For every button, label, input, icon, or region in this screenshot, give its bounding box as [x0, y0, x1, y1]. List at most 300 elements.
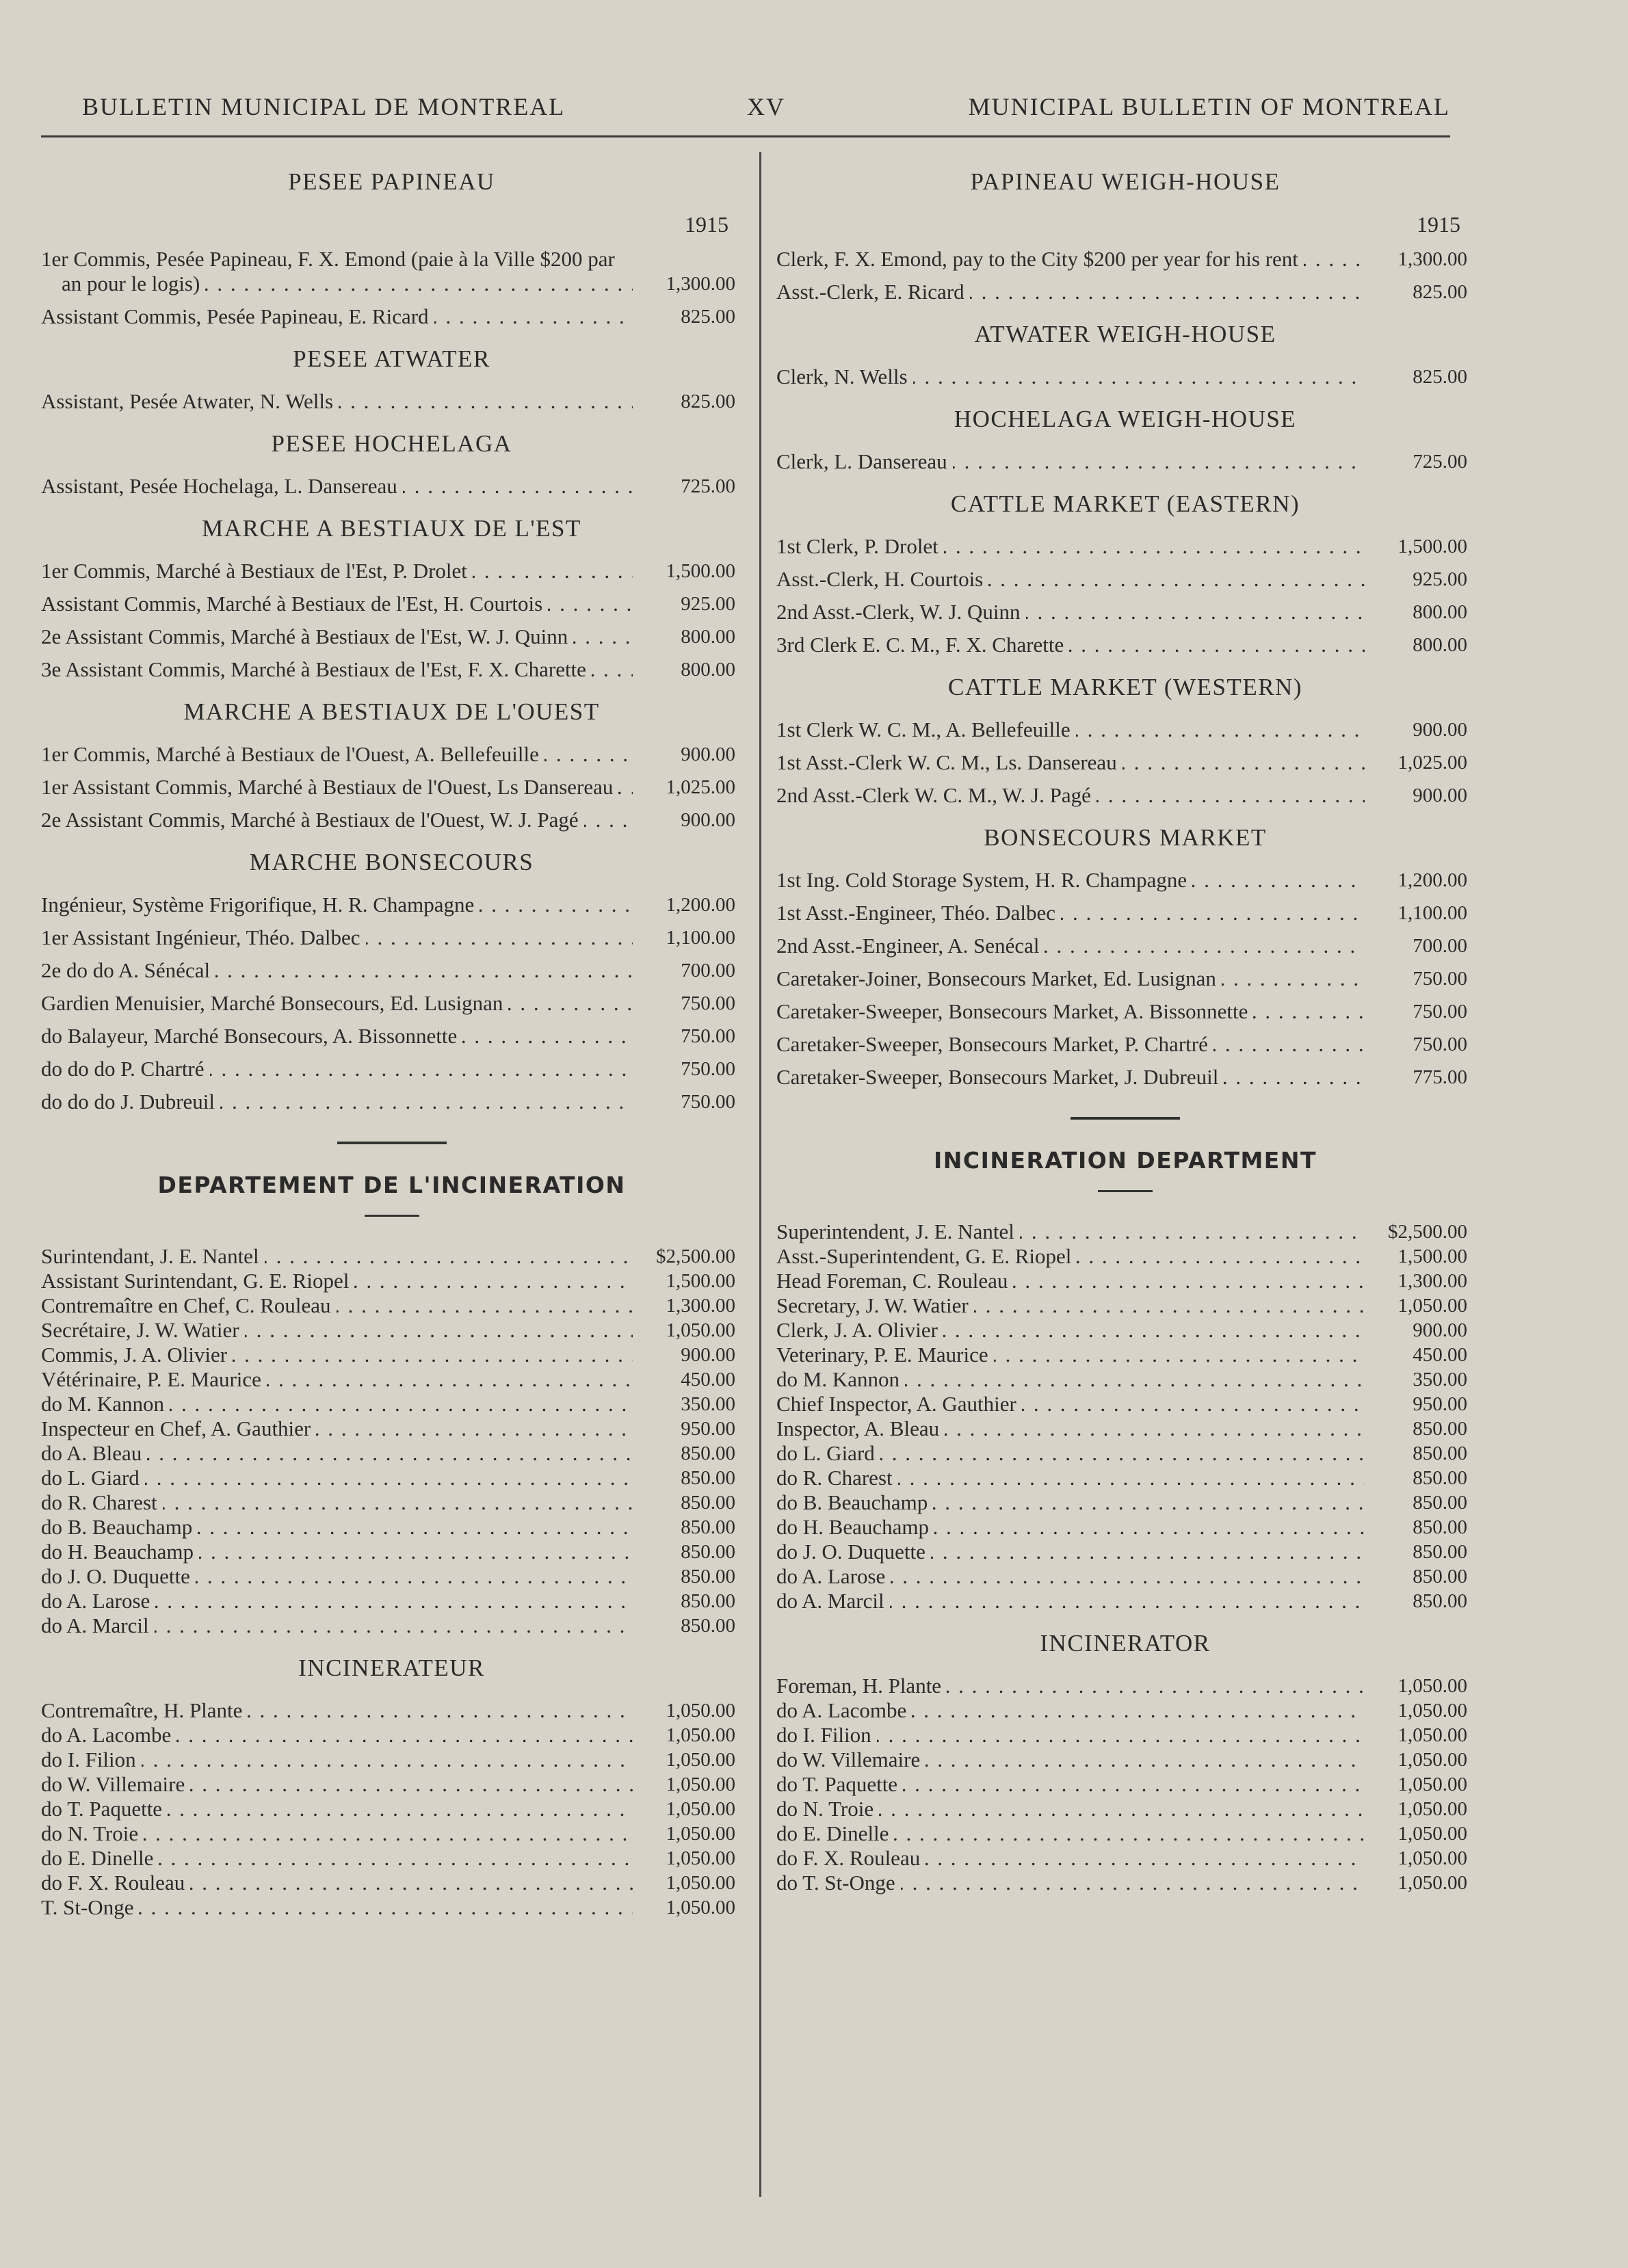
salary-amount: 1,050.00 — [666, 1319, 735, 1341]
salary-amount: 350.00 — [1413, 1369, 1467, 1390]
salary-row — [41, 1269, 742, 1293]
salary-row — [41, 1490, 742, 1515]
salary-row — [776, 1490, 1474, 1515]
position-label — [776, 1293, 1365, 1318]
position-text: do I. Filion — [41, 1748, 142, 1771]
position-text: do A. Lacombe — [776, 1698, 912, 1722]
section-separator-rule — [1071, 1117, 1180, 1120]
section-title: INCINERATOR — [1040, 1630, 1211, 1657]
salary-amount: 900.00 — [681, 1344, 735, 1366]
position-text: do J. O. Duquette — [776, 1540, 931, 1564]
salary-amount: 1,200.00 — [666, 894, 735, 916]
position-label — [41, 1057, 633, 1081]
position-label — [776, 1748, 1365, 1772]
salary-amount: 1,050.00 — [1397, 1295, 1467, 1317]
position-label — [41, 1392, 633, 1416]
position-label — [776, 1065, 1365, 1090]
position-text: Caretaker-Joiner, Bonsecours Market, Ed. Lusignan — [776, 966, 1222, 990]
salary-amount: 850.00 — [1413, 1492, 1467, 1514]
position-text: Assistant Commis, Marché à Bestiaux de l'Est, H. Courtois — [41, 592, 548, 616]
salary-row — [776, 1065, 1474, 1090]
section-title: PESEE HOCHELAGA — [271, 430, 512, 457]
header-french-title: BULLETIN MUNICIPAL DE MONTREAL — [82, 93, 566, 120]
salary-row — [41, 1392, 742, 1416]
salary-row — [41, 958, 742, 983]
position-label — [776, 1032, 1365, 1057]
position-label — [41, 1416, 633, 1441]
salary-amount: 825.00 — [681, 306, 735, 328]
position-text: Inspecteur en Chef, A. Gauthier — [41, 1416, 316, 1440]
position-label — [41, 1293, 633, 1318]
salary-amount: 1,050.00 — [1397, 1872, 1467, 1894]
section-title: DEPARTEMENT DE L'INCINERATION — [157, 1172, 626, 1198]
position-label — [776, 1564, 1365, 1589]
salary-amount: 850.00 — [681, 1442, 735, 1464]
salary-row — [41, 775, 742, 800]
salary-amount: 750.00 — [681, 1058, 735, 1080]
salary-row — [776, 1748, 1474, 1772]
position-text: 2nd Asst.-Clerk, W. J. Quinn — [776, 600, 1026, 624]
salary-amount: 800.00 — [681, 659, 735, 681]
position-label — [776, 717, 1365, 742]
salary-row — [41, 1589, 742, 1613]
salary-row — [776, 966, 1474, 991]
position-text: 2nd Asst.-Engineer, A. Senécal — [776, 934, 1045, 958]
salary-amount: 1,050.00 — [666, 1724, 735, 1746]
salary-amount: 1,200.00 — [1397, 869, 1467, 891]
salary-row — [41, 247, 742, 296]
position-label — [41, 808, 633, 832]
salary-amount: 1,050.00 — [666, 1798, 735, 1820]
salary-amount: 925.00 — [1413, 568, 1467, 590]
position-text: T. St-Onge — [41, 1895, 139, 1919]
salary-amount: 850.00 — [681, 1516, 735, 1538]
salary-row — [41, 1772, 742, 1797]
position-label — [41, 624, 633, 649]
section-title: HOCHELAGA WEIGH-HOUSE — [954, 406, 1297, 432]
salary-amount: 1,050.00 — [1397, 1847, 1467, 1869]
salary-amount: 1,050.00 — [1397, 1823, 1467, 1845]
salary-amount: 1,300.00 — [666, 273, 735, 295]
position-label — [776, 934, 1365, 958]
salary-amount: 1,025.00 — [666, 776, 735, 798]
position-label — [776, 1540, 1365, 1564]
position-text: Foreman, H. Plante — [776, 1674, 947, 1698]
position-text: Ingénieur, Système Frigorifique, H. R. Champagne — [41, 893, 480, 917]
position-label — [41, 1540, 633, 1564]
position-label — [41, 247, 633, 296]
salary-row — [41, 1613, 742, 1638]
salary-row — [776, 1515, 1474, 1540]
salary-amount: 750.00 — [681, 992, 735, 1014]
salary-row — [41, 1441, 742, 1466]
salary-amount: 800.00 — [1413, 634, 1467, 656]
salary-amount: 900.00 — [681, 743, 735, 765]
position-label — [776, 1466, 1365, 1490]
salary-amount: 850.00 — [1413, 1590, 1467, 1612]
salary-amount: 750.00 — [681, 1091, 735, 1113]
salary-amount: 1,050.00 — [666, 1872, 735, 1894]
position-label — [776, 534, 1365, 559]
position-text: Contremaître en Chef, C. Rouleau — [41, 1293, 337, 1317]
position-text: 3e Assistant Commis, Marché à Bestiaux de l'Est, F. X. Charette — [41, 657, 592, 681]
position-text: 1st Ing. Cold Storage System, H. R. Champagne — [776, 868, 1192, 892]
position-text: do I. Filion — [776, 1723, 877, 1747]
salary-amount: 1,500.00 — [666, 1270, 735, 1292]
salary-row — [776, 1821, 1474, 1846]
position-text: Caretaker-Sweeper, Bonsecours Market, A. Bissonnette — [776, 999, 1253, 1023]
position-label — [776, 1490, 1365, 1515]
position-label — [41, 1821, 633, 1846]
section-title: CATTLE MARKET (WESTERN) — [948, 674, 1302, 700]
salary-amount: 900.00 — [1413, 719, 1467, 741]
position-text: 2nd Asst.-Clerk W. C. M., W. J. Pagé — [776, 783, 1097, 807]
salary-row — [41, 742, 742, 767]
column-divider — [759, 152, 761, 2197]
salary-amount: 1,050.00 — [1397, 1773, 1467, 1795]
salary-row — [776, 600, 1474, 624]
position-text: Assistant Surintendant, G. E. Riopel — [41, 1269, 354, 1293]
header-english-title: MUNICIPAL BULLETIN OF MONTREAL — [968, 93, 1450, 120]
salary-row — [776, 1269, 1474, 1293]
salary-amount: $2,500.00 — [656, 1245, 735, 1267]
salary-amount: 1,500.00 — [1397, 1245, 1467, 1267]
position-text: Clerk, N. Wells — [776, 365, 913, 388]
position-label — [41, 1318, 633, 1343]
section-separator-rule — [337, 1142, 447, 1144]
salary-row — [41, 1466, 742, 1490]
position-text: do J. O. Duquette — [41, 1564, 196, 1588]
position-label — [41, 1367, 633, 1392]
salary-row — [776, 365, 1474, 389]
position-text: Assistant, Pesée Atwater, N. Wells — [41, 389, 339, 413]
year-heading: 1915 — [685, 212, 728, 237]
section-title: INCINERATEUR — [298, 1654, 485, 1681]
position-text: Contremaître, H. Plante — [41, 1698, 248, 1722]
position-label — [41, 1024, 633, 1049]
position-text: Asst.-Superintendent, G. E. Riopel — [776, 1244, 1077, 1268]
salary-row — [776, 1723, 1474, 1748]
position-label — [776, 600, 1365, 624]
salary-row — [41, 1293, 742, 1318]
position-label — [41, 1723, 633, 1748]
salary-amount: 850.00 — [681, 1492, 735, 1514]
salary-amount: 750.00 — [1413, 968, 1467, 990]
salary-row — [776, 633, 1474, 657]
position-text: Secrétaire, J. W. Watier — [41, 1318, 245, 1342]
position-text: Gardien Menuisier, Marché Bonsecours, Ed. Lusignan — [41, 991, 508, 1015]
salary-row — [41, 1895, 742, 1920]
position-label — [41, 1466, 633, 1490]
salary-amount: 1,300.00 — [1397, 248, 1467, 270]
position-text: 1er Commis, Marché à Bestiaux de l'Ouest, A. Bellefeuille — [41, 742, 544, 766]
position-label — [776, 1797, 1365, 1821]
position-text: do N. Troie — [776, 1797, 879, 1821]
position-text: Superintendent, J. E. Nantel — [776, 1219, 1020, 1243]
salary-row — [41, 1024, 742, 1049]
salary-row — [776, 534, 1474, 559]
salary-amount: 1,050.00 — [666, 1823, 735, 1845]
position-text: Head Foreman, C. Rouleau — [776, 1269, 1013, 1293]
salary-row — [776, 1589, 1474, 1613]
salary-amount: 750.00 — [681, 1025, 735, 1047]
position-label — [776, 1343, 1365, 1367]
section-title: MARCHE BONSECOURS — [249, 849, 534, 875]
position-label — [41, 1871, 633, 1895]
position-text: Caretaker-Sweeper, Bonsecours Market, P. Chartré — [776, 1032, 1213, 1056]
position-text: Clerk, J. A. Olivier — [776, 1318, 943, 1342]
salary-row — [776, 280, 1474, 304]
position-text: do N. Troie — [41, 1821, 144, 1845]
position-text: do M. Kannon — [41, 1392, 170, 1416]
salary-row — [41, 893, 742, 917]
position-text: do M. Kannon — [776, 1367, 905, 1391]
salary-amount: 850.00 — [1413, 1541, 1467, 1563]
french-column — [41, 152, 742, 1920]
salary-row — [776, 1871, 1474, 1895]
salary-row — [776, 1032, 1474, 1057]
position-label — [41, 1269, 633, 1293]
salary-amount: $2,500.00 — [1388, 1221, 1467, 1243]
section-title: PESEE ATWATER — [293, 345, 490, 372]
salary-row — [776, 1219, 1474, 1244]
position-label — [776, 1244, 1365, 1269]
position-text: Assistant, Pesée Hochelaga, L. Dansereau — [41, 474, 403, 498]
salary-row — [41, 1090, 742, 1114]
position-label — [776, 567, 1365, 592]
position-text: Inspector, A. Bleau — [776, 1416, 945, 1440]
position-label — [41, 1090, 633, 1114]
section-title: PESEE PAPINEAU — [288, 168, 495, 195]
position-label — [41, 304, 633, 329]
position-label — [41, 1515, 633, 1540]
salary-row — [776, 717, 1474, 742]
salary-row — [41, 1797, 742, 1821]
page-number: XV — [747, 93, 785, 120]
salary-row — [41, 1057, 742, 1081]
position-text: do A. Marcil — [776, 1589, 890, 1613]
salary-amount: 850.00 — [1413, 1467, 1467, 1489]
salary-row — [41, 1540, 742, 1564]
position-label — [41, 1748, 633, 1772]
salary-row — [41, 925, 742, 950]
position-label — [41, 1343, 633, 1367]
position-label — [776, 247, 1365, 272]
position-text: do A. Larose — [776, 1564, 891, 1588]
salary-row — [41, 1343, 742, 1367]
salary-amount: 1,050.00 — [666, 1897, 735, 1918]
position-text: do H. Beauchamp — [41, 1540, 199, 1564]
position-text: do do do J. Dubreuil — [41, 1090, 220, 1113]
position-text: do H. Beauchamp — [776, 1515, 934, 1539]
salary-amount: 1,050.00 — [666, 1700, 735, 1722]
position-label — [41, 991, 633, 1016]
position-text: 1er Commis, Marché à Bestiaux de l'Est, P. Drolet — [41, 559, 473, 583]
salary-row — [776, 1293, 1474, 1318]
salary-row — [776, 1244, 1474, 1269]
salary-row — [41, 1244, 742, 1269]
position-text: do do do P. Chartré — [41, 1057, 210, 1081]
position-text: 1er Assistant Commis, Marché à Bestiaux de l'Ouest, Ls Dansereau — [41, 775, 618, 799]
salary-row — [41, 1723, 742, 1748]
salary-row — [776, 750, 1474, 775]
header-rule — [41, 135, 1450, 137]
position-label — [776, 1416, 1365, 1441]
position-label — [41, 1564, 633, 1589]
section-title: BONSECOURS MARKET — [984, 824, 1267, 851]
salary-amount: 775.00 — [1413, 1066, 1467, 1088]
title-underline-rule — [365, 1215, 419, 1217]
salary-row — [41, 991, 742, 1016]
salary-row — [41, 304, 742, 329]
salary-row — [41, 1564, 742, 1589]
salary-row — [776, 1540, 1474, 1564]
position-label — [776, 1846, 1365, 1871]
salary-row — [41, 624, 742, 649]
salary-amount: 850.00 — [1413, 1516, 1467, 1538]
position-label — [776, 1318, 1365, 1343]
position-label — [776, 449, 1365, 474]
salary-amount: 1,050.00 — [666, 1749, 735, 1771]
salary-row — [41, 1748, 742, 1772]
salary-row — [41, 389, 742, 414]
title-underline-rule — [1098, 1190, 1153, 1192]
salary-amount: 825.00 — [681, 391, 735, 412]
position-text: do L. Giard — [41, 1466, 145, 1490]
position-text: do Balayeur, Marché Bonsecours, A. Bissonnette — [41, 1024, 462, 1048]
salary-row — [776, 1367, 1474, 1392]
position-text: Secretary, J. W. Watier — [776, 1293, 974, 1317]
position-text: do T. Paquette — [41, 1797, 168, 1821]
position-label — [776, 1772, 1365, 1797]
position-label — [41, 592, 633, 616]
salary-row — [41, 1515, 742, 1540]
position-text: Surintendant, J. E. Nantel — [41, 1244, 265, 1268]
position-label — [41, 1895, 633, 1920]
salary-amount: 750.00 — [1413, 1001, 1467, 1023]
salary-row — [41, 1698, 742, 1723]
position-label — [776, 633, 1365, 657]
section-title: CATTLE MARKET (EASTERN) — [950, 490, 1300, 517]
salary-amount: 850.00 — [1413, 1442, 1467, 1464]
position-text: Asst.-Clerk, H. Courtois — [776, 567, 988, 591]
salary-row — [41, 808, 742, 832]
salary-amount: 950.00 — [681, 1418, 735, 1440]
salary-row — [776, 1441, 1474, 1466]
salary-amount: 1,300.00 — [1397, 1270, 1467, 1292]
salary-row — [776, 1318, 1474, 1343]
position-text: Caretaker-Sweeper, Bonsecours Market, J. Dubreuil — [776, 1065, 1224, 1089]
salary-row — [776, 1674, 1474, 1698]
position-text: 2e Assistant Commis, Marché à Bestiaux de l'Ouest, W. J. Pagé — [41, 808, 584, 832]
position-label — [41, 1772, 633, 1797]
position-text: 2e do do A. Sénécal — [41, 958, 215, 982]
position-label — [41, 1613, 633, 1638]
position-label — [776, 1674, 1365, 1698]
position-label — [41, 925, 633, 950]
position-label — [776, 280, 1365, 304]
salary-amount: 1,100.00 — [1397, 902, 1467, 924]
salary-amount: 725.00 — [1413, 451, 1467, 473]
salary-amount: 350.00 — [681, 1393, 735, 1415]
salary-amount: 850.00 — [681, 1541, 735, 1563]
salary-row — [776, 1846, 1474, 1871]
position-label — [776, 1589, 1365, 1613]
position-text: do R. Charest — [776, 1466, 898, 1490]
position-label — [776, 1698, 1365, 1723]
salary-amount: 850.00 — [681, 1566, 735, 1587]
position-text: 1st Clerk W. C. M., A. Bellefeuille — [776, 717, 1076, 741]
salary-amount: 450.00 — [1413, 1344, 1467, 1366]
position-text: do W. Villemaire — [776, 1748, 925, 1771]
salary-amount: 950.00 — [1413, 1393, 1467, 1415]
position-text: 1er Assistant Ingénieur, Théo. Dalbec — [41, 925, 366, 949]
position-label — [41, 775, 633, 800]
salary-amount: 850.00 — [1413, 1566, 1467, 1587]
salary-amount: 750.00 — [1413, 1033, 1467, 1055]
position-text: 1st Asst.-Clerk W. C. M., Ls. Dansereau — [776, 750, 1122, 774]
salary-row — [776, 868, 1474, 893]
salary-row — [776, 1466, 1474, 1490]
position-label — [776, 1392, 1365, 1416]
salary-amount: 850.00 — [1413, 1418, 1467, 1440]
salary-amount: 1,050.00 — [1397, 1724, 1467, 1746]
position-text: 3rd Clerk E. C. M., F. X. Charette — [776, 633, 1069, 657]
salary-row — [41, 1367, 742, 1392]
salary-row — [776, 999, 1474, 1024]
section-title: MARCHE A BESTIAUX DE L'EST — [202, 515, 581, 542]
salary-row — [41, 1416, 742, 1441]
salary-row — [776, 901, 1474, 925]
position-text: Clerk, L. Dansereau — [776, 449, 953, 473]
salary-amount: 1,050.00 — [1397, 1798, 1467, 1820]
position-label — [41, 893, 633, 917]
position-text: do L. Giard — [776, 1441, 880, 1465]
position-label — [776, 966, 1365, 991]
position-label — [776, 1219, 1365, 1244]
position-text: 1er Commis, Pesée Papineau, F. X. Emond (paie à la Ville $200 par an pour le logis) — [41, 247, 615, 295]
english-column — [776, 152, 1474, 1895]
position-label — [776, 1367, 1365, 1392]
position-text: do E. Dinelle — [41, 1846, 159, 1870]
salary-amount: 1,050.00 — [666, 1847, 735, 1869]
position-text: 1st Clerk, P. Drolet — [776, 534, 944, 558]
position-label — [41, 1244, 633, 1269]
position-text: do A. Marcil — [41, 1613, 155, 1637]
salary-amount: 1,050.00 — [1397, 1700, 1467, 1722]
position-text: do F. X. Rouleau — [776, 1846, 925, 1870]
position-label — [776, 750, 1365, 775]
position-text: do B. Beauchamp — [41, 1515, 198, 1539]
salary-row — [776, 1343, 1474, 1367]
position-label — [776, 1723, 1365, 1748]
position-label — [41, 657, 633, 682]
salary-row — [41, 1318, 742, 1343]
position-label — [41, 389, 633, 414]
salary-row — [41, 1846, 742, 1871]
salary-amount: 1,050.00 — [1397, 1749, 1467, 1771]
salary-row — [776, 1698, 1474, 1723]
position-label — [776, 783, 1365, 808]
position-label — [41, 1589, 633, 1613]
salary-amount: 700.00 — [1413, 935, 1467, 957]
salary-amount: 850.00 — [681, 1615, 735, 1637]
salary-amount: 825.00 — [1413, 366, 1467, 388]
position-text: do W. Villemaire — [41, 1772, 190, 1796]
position-label — [41, 742, 633, 767]
position-label — [776, 1441, 1365, 1466]
position-text: do R. Charest — [41, 1490, 163, 1514]
